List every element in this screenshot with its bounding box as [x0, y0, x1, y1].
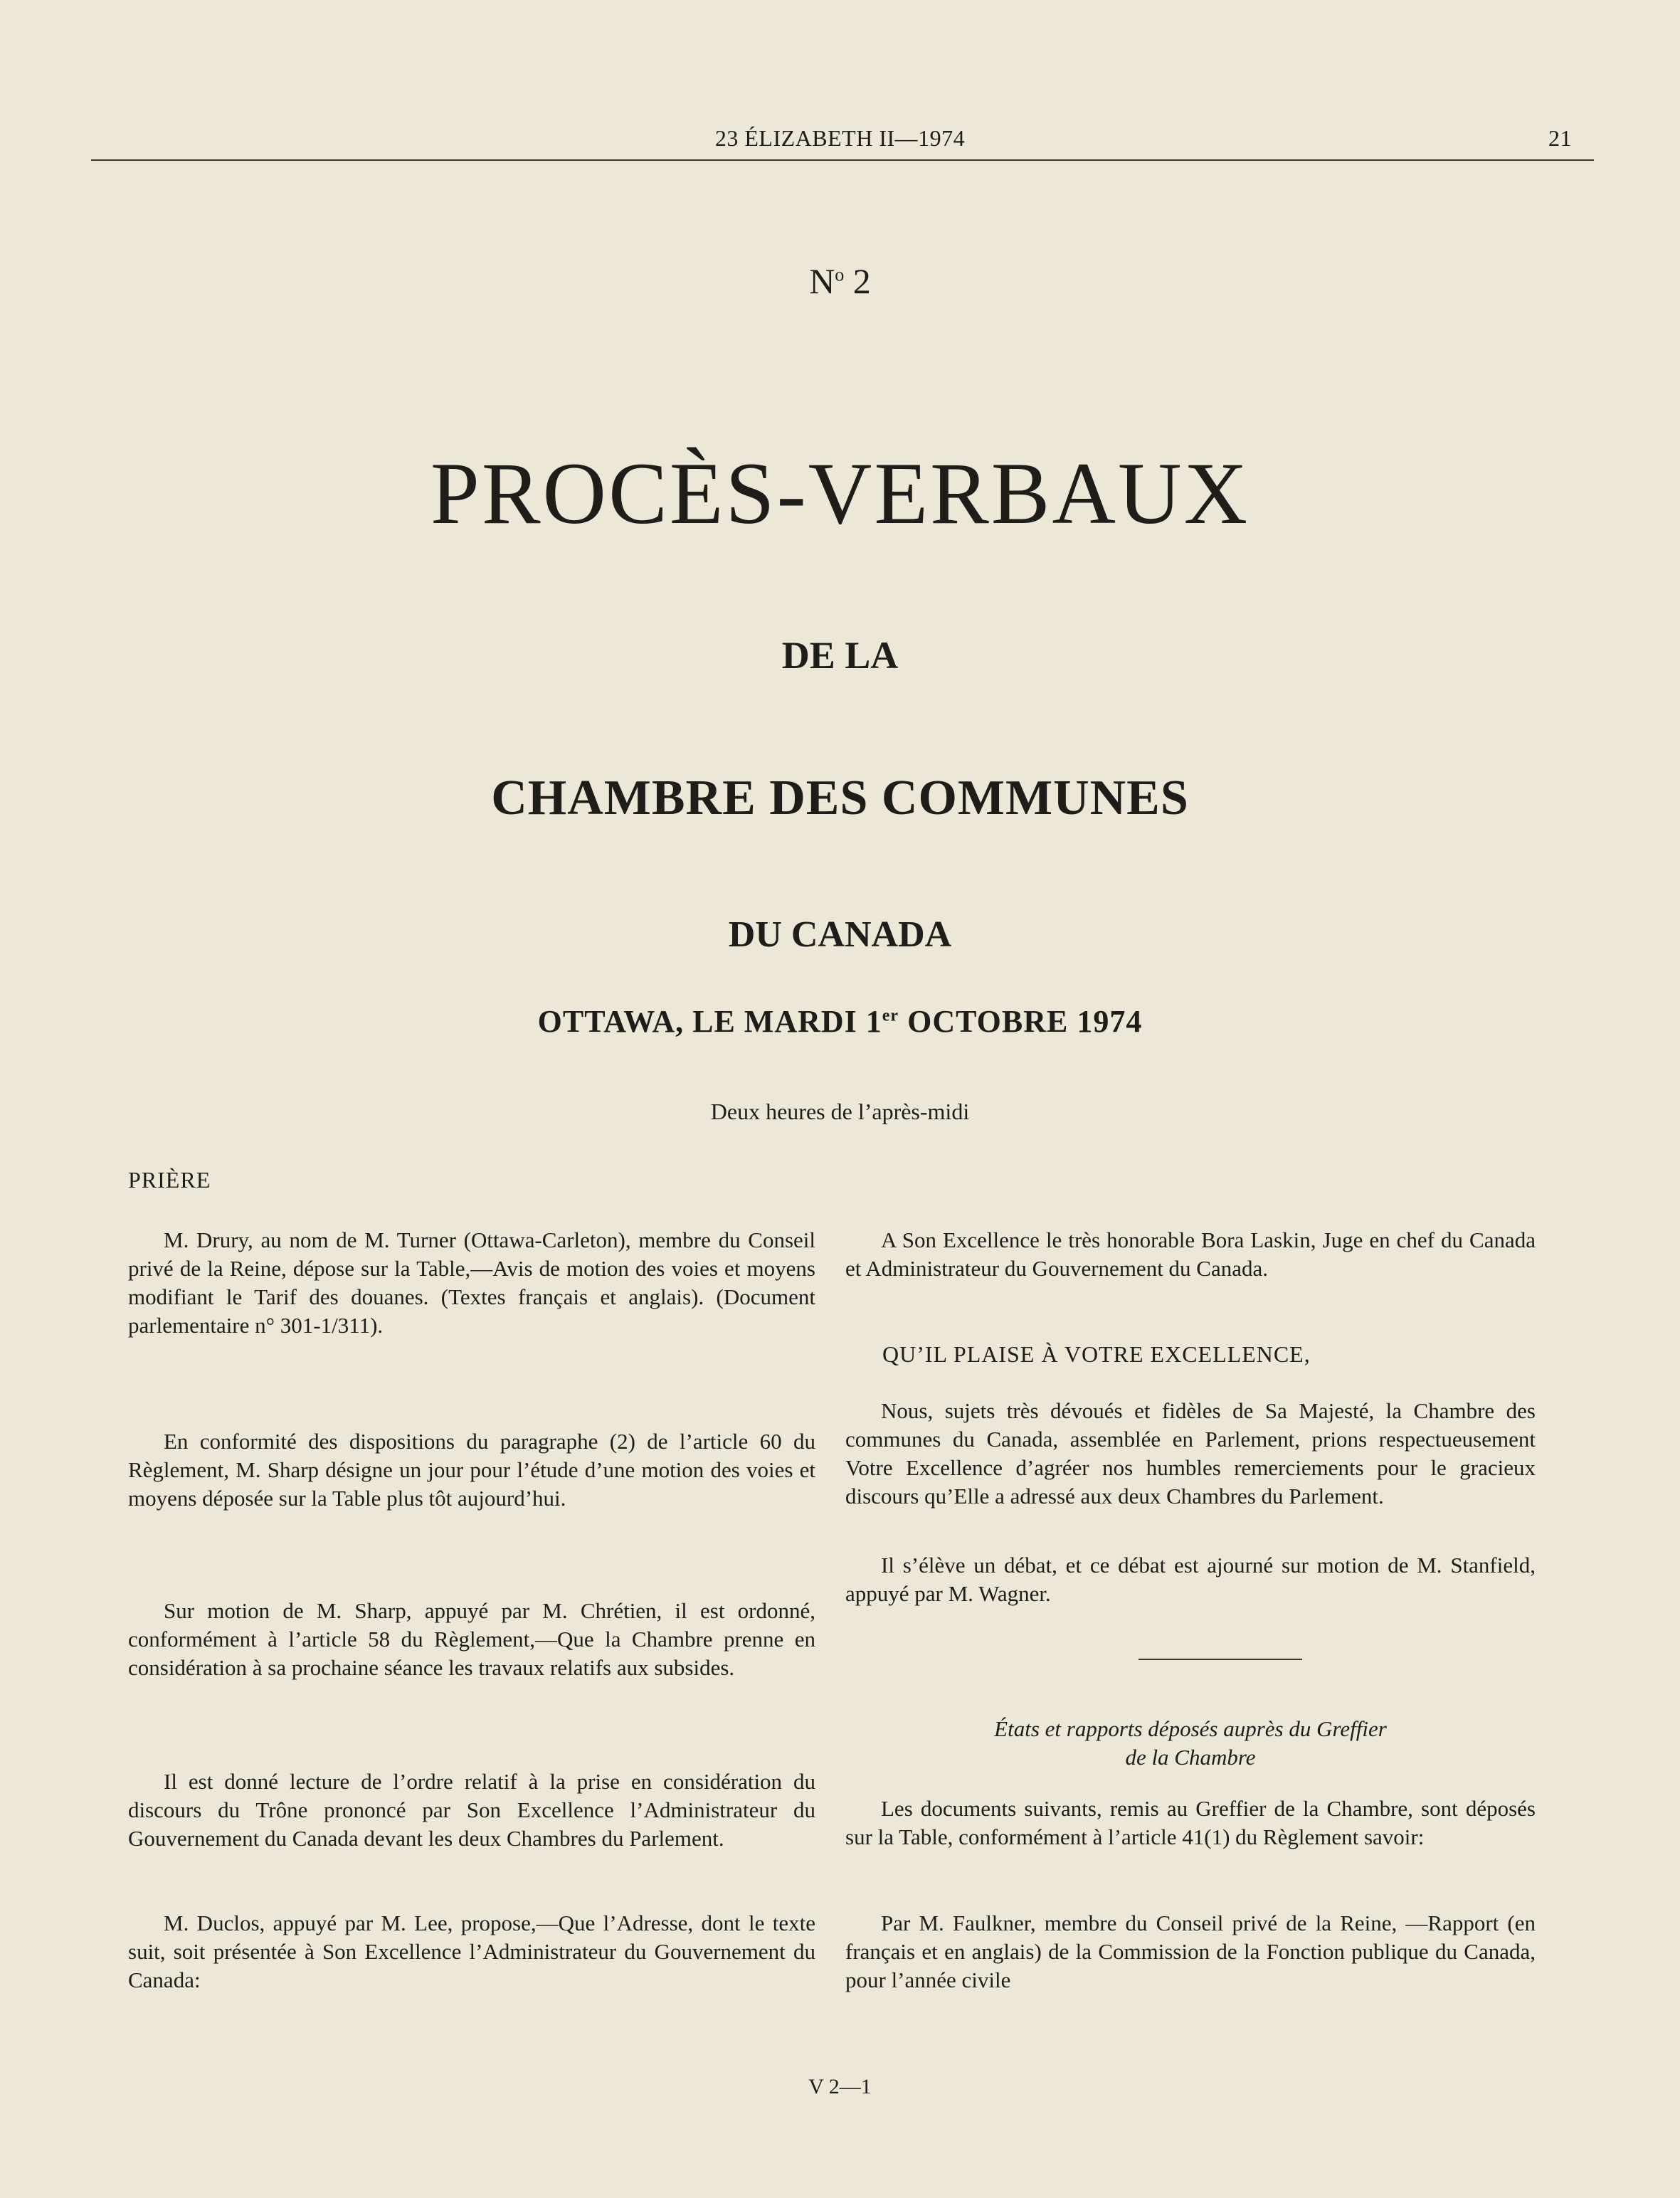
right-paragraph-4: Les documents suivants, remis au Greffier de la Chambre, sont déposés sur la Table, conformément à l’article 41(1) du Règlement savoir: [845, 1796, 1536, 1849]
left-paragraph-2: En conformité des dispositions du paragraphe (2) de l’article 60 du Règlement, M. Sharp désigne un jour pour l’étude d’une motion des voies et moyens déposée sur la Table plus tôt aujourd’hui. [128, 1429, 815, 1511]
left-paragraph-1: M. Drury, au nom de M. Turner (Ottawa-Carleton), membre du Conseil privé de la Reine, dépose sur la Table,—Avis de motion des voies et moyens modifiant le Tarif des douanes. (Textes français et anglais). (Document parlementaire n° 301-1/311). [128, 1227, 815, 1338]
issue-number [0, 260, 1680, 302]
date-superscript: er [882, 1006, 899, 1025]
right-paragraph-1: A Son Excellence le très honorable Bora Laskin, Juge en chef du Canada et Administrateur du Gouvernement du Canada. [845, 1227, 1536, 1281]
right-paragraph-2: Nous, sujets très dévoués et fidèles de Sa Majesté, la Chambre des communes du Canada, assemblée en Parlement, prions respectueusement Votre Excellence d’agréer nos humbles remerciements pour le gracieux discours qu’Elle a adressé aux deux Chambres du Parlement. [845, 1398, 1536, 1509]
main-title: PROCÈS-VERBAUX [430, 445, 1250, 542]
right-paragraph-3: Il s’élève un débat, et ce débat est ajourné sur motion de M. Stanfield, appuyé par M. Wagner. [845, 1553, 1536, 1606]
date-suffix: OCTOBRE 1974 [899, 1004, 1143, 1039]
date-prefix: OTTAWA, LE MARDI 1 [537, 1004, 882, 1039]
title-chamber: CHAMBRE DES COMMUNES [491, 771, 1189, 825]
left-paragraph-5: M. Duclos, appuyé par M. Lee, propose,—Que l’Adresse, dont le texte suit, soit présentée à Son Excellence l’Administrateur du Gouvernement du Canada: [128, 1911, 815, 1992]
title-country: DU CANADA [728, 914, 952, 955]
section-title [845, 1715, 1536, 1772]
page-number: 21 [1548, 125, 1572, 151]
issue-value: 2 [844, 261, 871, 301]
issue-degree: o [835, 264, 845, 285]
session-time: Deux heures de l’après-midi [710, 1099, 970, 1124]
section-title-line-1: États et rapports déposés auprès du Greffier [994, 1716, 1387, 1741]
left-paragraph-3: Sur motion de M. Sharp, appuyé par M. Chrétien, il est ordonné, conformément à l’article 58 du Règlement,—Que la Chambre prenne en considération à sa prochaine séance les travaux relatifs aux subsides. [128, 1598, 815, 1680]
left-paragraph-4: Il est donné lecture de l’ordre relatif à la prise en considération du discours du Trône prononcé par Son Excellence l’Administrateur du Gouvernement du Canada devant les deux Chambres du Parlement. [128, 1769, 815, 1851]
priere-heading: PRIÈRE [128, 1167, 211, 1193]
address-heading: QU’IL PLAISE À VOTRE EXCELLENCE, [882, 1341, 1311, 1367]
title-de-la: DE LA [781, 634, 899, 677]
running-head-title: 23 ÉLIZABETH II—1974 [714, 125, 966, 151]
section-separator [1139, 1659, 1302, 1660]
header-rule [91, 159, 1594, 161]
signature-mark: V 2—1 [808, 2075, 872, 2098]
issue-prefix: N [809, 261, 835, 301]
right-paragraph-5: Par M. Faulkner, membre du Conseil privé de la Reine, —Rapport (en français et en anglais) de la Commission de la Fonction publique du Canada, pour l’année civile [845, 1911, 1536, 1992]
session-date [0, 1003, 1680, 1040]
section-title-line-2: de la Chambre [1125, 1745, 1256, 1770]
